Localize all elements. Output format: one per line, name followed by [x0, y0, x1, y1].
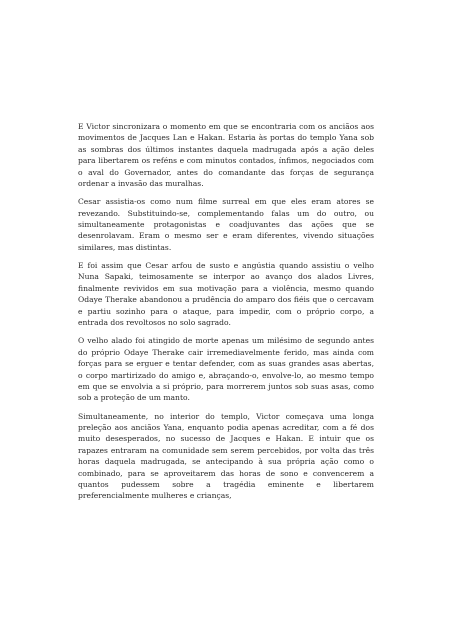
body-text	[78, 121, 374, 509]
paragraph: Simultaneamente, no interior do templo, Victor começava uma longa preleção aos anciãos Yana, enquanto podia apenas acreditar, com a fé dos muito desesperados, no sucesso de Jacques e Hakan. E intuir que os rapazes entraram na comunidade sem serem percebidos, por volta das três horas daquela madrugada, se antecipando à sua própria ação como o combinado, para se aproveitarem das horas de sono e convencerem a quantos pudessem sobre a tragédia eminente e libertarem preferencialmente mulheres e crianças,	[78, 411, 374, 501]
paragraph: Cesar assistia-os como num filme surreal em que eles eram atores se revezando. Substituindo-se, complementando falas um do outro, ou simultaneamente protagonistas e coadjuvantes das ações que se desenrolavam. Eram o mesmo ser e eram diferentes, vivendo situações similares, mas distintas.	[78, 197, 374, 252]
paragraph: E foi assim que Cesar arfou de susto e angústia quando assistiu o velho Nuna Sapaki, teimosamente se interpor ao avanço dos alados Livres, finalmente revividos em sua motivação para a violência, mesmo quando Odaye Therake abandonou a prudência do amparo dos fiéis que o cercavam e partiu sozinho para o ataque, para impedir, com o próprio corpo, a entrada dos revoltosos no solo sagrado.	[78, 261, 374, 328]
paragraph: E Victor sincronizara o momento em que se encontraria com os anciãos aos movimentos de Jacques Lan e Hakan. Estaria às portas do templo Yana sob as sombras dos últimos instantes daquela madrugada após a ação deles para libertarem os reféns e com minutos contados, ínfimos, negociados com o aval do Governador, antes do comandante das forças de segurança ordenar a invasão das muralhas.	[78, 122, 374, 189]
paragraph: O velho alado foi atingido de morte apenas um milésimo de segundo antes do próprio Odaye Therake cair irremediavelmente ferido, mas ainda com forças para se erguer e tentar defender, com as suas grandes asas abertas, o corpo martirizado do amigo e, abraçando-o, envolve-lo, ao mesmo tempo em que se envolvia a si próprio, para morrerem juntos sob suas asas, como sob a proteção de um manto.	[78, 336, 374, 403]
